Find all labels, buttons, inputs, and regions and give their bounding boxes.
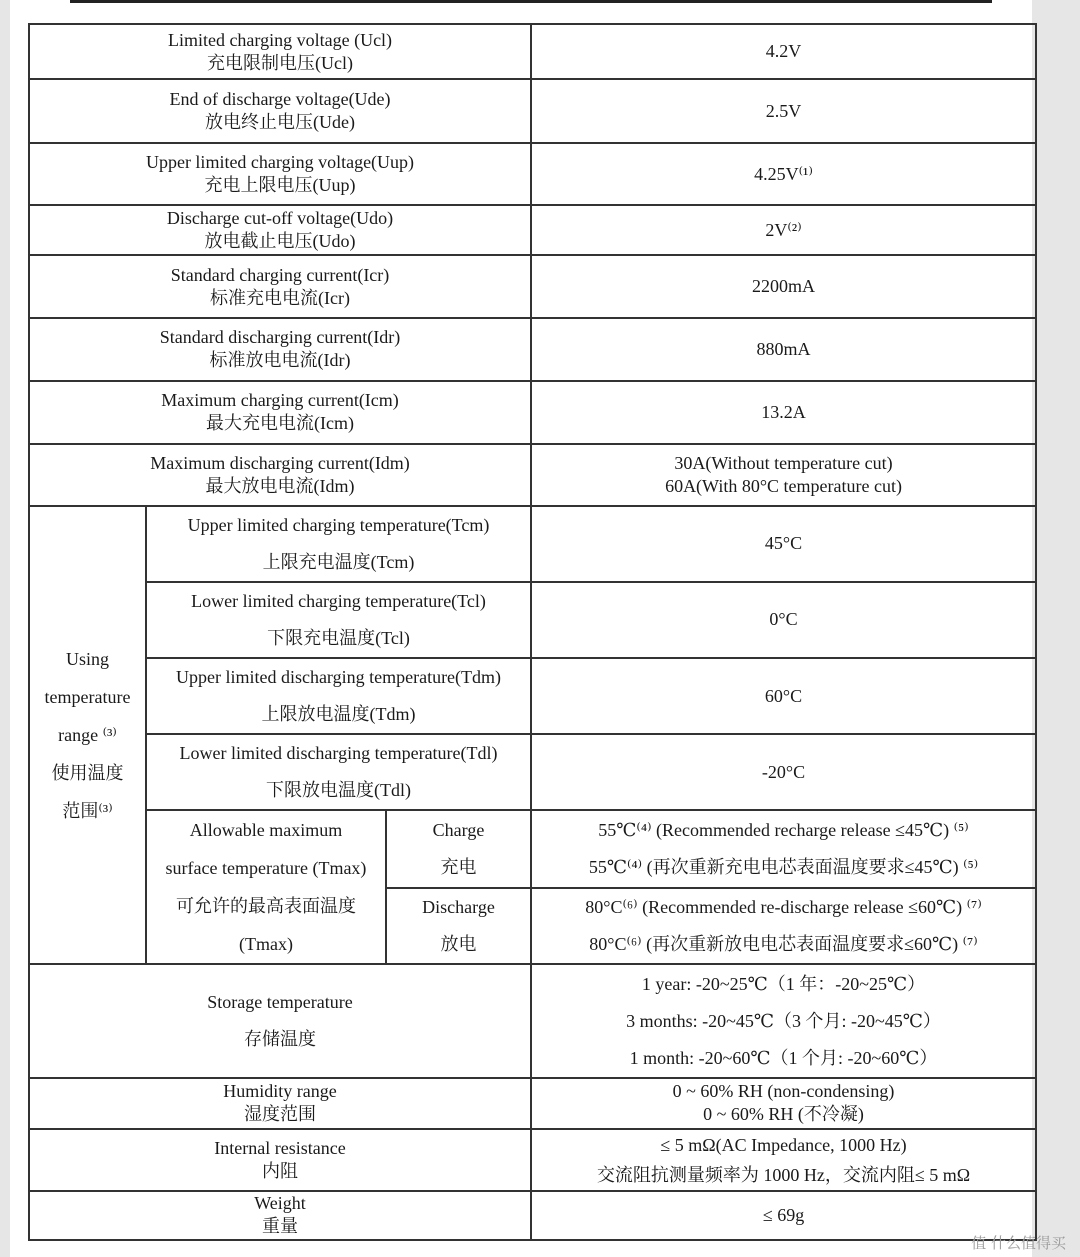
table-row xyxy=(29,506,1036,582)
param-value: 2200mA xyxy=(531,255,1036,318)
param-label: Standard charging current(Icr) 标准充电电流(Icr) xyxy=(29,255,531,318)
tmax-label: Allowable maximum surface temperature (Tmax) 可允许的最高表面温度 (Tmax) xyxy=(146,810,386,964)
param-value: 880mA xyxy=(531,318,1036,380)
param-value: ≤ 5 mΩ(AC Impedance, 1000 Hz) 交流阻抗测量频率为 1000 Hz，交流内阻≤ 5 mΩ xyxy=(531,1129,1036,1191)
param-label: Standard discharging current(Idr) 标准放电电流(Idr) xyxy=(29,318,531,380)
table-row xyxy=(29,582,1036,658)
param-label: Weight 重量 xyxy=(29,1191,531,1240)
discharge-label: Discharge 放电 xyxy=(386,888,531,965)
param-label: Internal resistance 内阻 xyxy=(29,1129,531,1191)
table-row xyxy=(29,1078,1036,1129)
table-row xyxy=(29,143,1036,205)
table-row xyxy=(29,1129,1036,1191)
table-row xyxy=(29,205,1036,255)
table-row xyxy=(29,444,1036,506)
table-row xyxy=(29,24,1036,79)
table-row xyxy=(29,658,1036,734)
param-label: Upper limited discharging temperature(Tdm) 上限放电温度(Tdm) xyxy=(146,658,531,734)
param-label: Lower limited charging temperature(Tcl) 下限充电温度(Tcl) xyxy=(146,582,531,658)
param-value: 0°C xyxy=(531,582,1036,658)
param-value: 0 ~ 60% RH (non-condensing) 0 ~ 60% RH (不冷凝) xyxy=(531,1078,1036,1129)
temperature-range-label: Using temperature range ⁽³⁾ 使用温度 范围⁽³⁾ xyxy=(29,506,146,965)
param-value: 80°C⁽⁶⁾ (Recommended re-discharge release ≤60℃) ⁽⁷⁾ 80°C⁽⁶⁾ (再次重新放电电芯表面温度要求≤60℃) ⁽⁷⁾ xyxy=(531,888,1036,965)
table-row xyxy=(29,381,1036,444)
param-value: 2V⁽²⁾ xyxy=(531,205,1036,255)
table-row xyxy=(29,964,1036,1077)
param-value: 45°C xyxy=(531,506,1036,582)
charge-label: Charge 充电 xyxy=(386,810,531,888)
param-label: Limited charging voltage (Ucl) 充电限制电压(Ucl) xyxy=(29,24,531,79)
param-value: 30A(Without temperature cut) 60A(With 80°C temperature cut) xyxy=(531,444,1036,506)
param-value: 4.25V⁽¹⁾ xyxy=(531,143,1036,205)
param-label: Maximum discharging current(Idm) 最大放电电流(Idm) xyxy=(29,444,531,506)
param-label: Maximum charging current(Icm) 最大充电电流(Icm) xyxy=(29,381,531,444)
param-value: 55℃⁽⁴⁾ (Recommended recharge release ≤45℃) ⁽⁵⁾ 55℃⁽⁴⁾ (再次重新充电电芯表面温度要求≤45℃) ⁽⁵⁾ xyxy=(531,810,1036,888)
param-value: 4.2V xyxy=(531,24,1036,79)
table-row xyxy=(29,1191,1036,1240)
header-rule xyxy=(70,0,992,3)
table-row xyxy=(29,255,1036,318)
param-label: Discharge cut-off voltage(Udo) 放电截止电压(Udo) xyxy=(29,205,531,255)
table-row xyxy=(29,810,1036,888)
battery-spec-table xyxy=(28,23,1037,1241)
param-value: 1 year: -20~25℃（1 年：-20~25℃） 3 months: -20~45℃（3 个月: -20~45℃） 1 month: -20~60℃（1 个月: -20~60℃） xyxy=(531,964,1036,1077)
param-value: -20°C xyxy=(531,734,1036,810)
param-value: 13.2A xyxy=(531,381,1036,444)
param-label: Storage temperature 存储温度 xyxy=(29,964,531,1077)
param-label: Lower limited discharging temperature(Tdl) 下限放电温度(Tdl) xyxy=(146,734,531,810)
param-label: Upper limited charging temperature(Tcm) 上限充电温度(Tcm) xyxy=(146,506,531,582)
param-value: 2.5V xyxy=(531,79,1036,143)
param-label: Humidity range 湿度范围 xyxy=(29,1078,531,1129)
param-value: 60°C xyxy=(531,658,1036,734)
param-label: End of discharge voltage(Ude) 放电终止电压(Ude) xyxy=(29,79,531,143)
param-value: ≤ 69g xyxy=(531,1191,1036,1240)
table-row xyxy=(29,734,1036,810)
table-row xyxy=(29,79,1036,143)
document-page xyxy=(10,0,1032,1257)
param-label: Upper limited charging voltage(Uup) 充电上限电压(Uup) xyxy=(29,143,531,205)
table-row xyxy=(29,318,1036,380)
watermark: 值 什么值得买 xyxy=(971,1234,1066,1252)
